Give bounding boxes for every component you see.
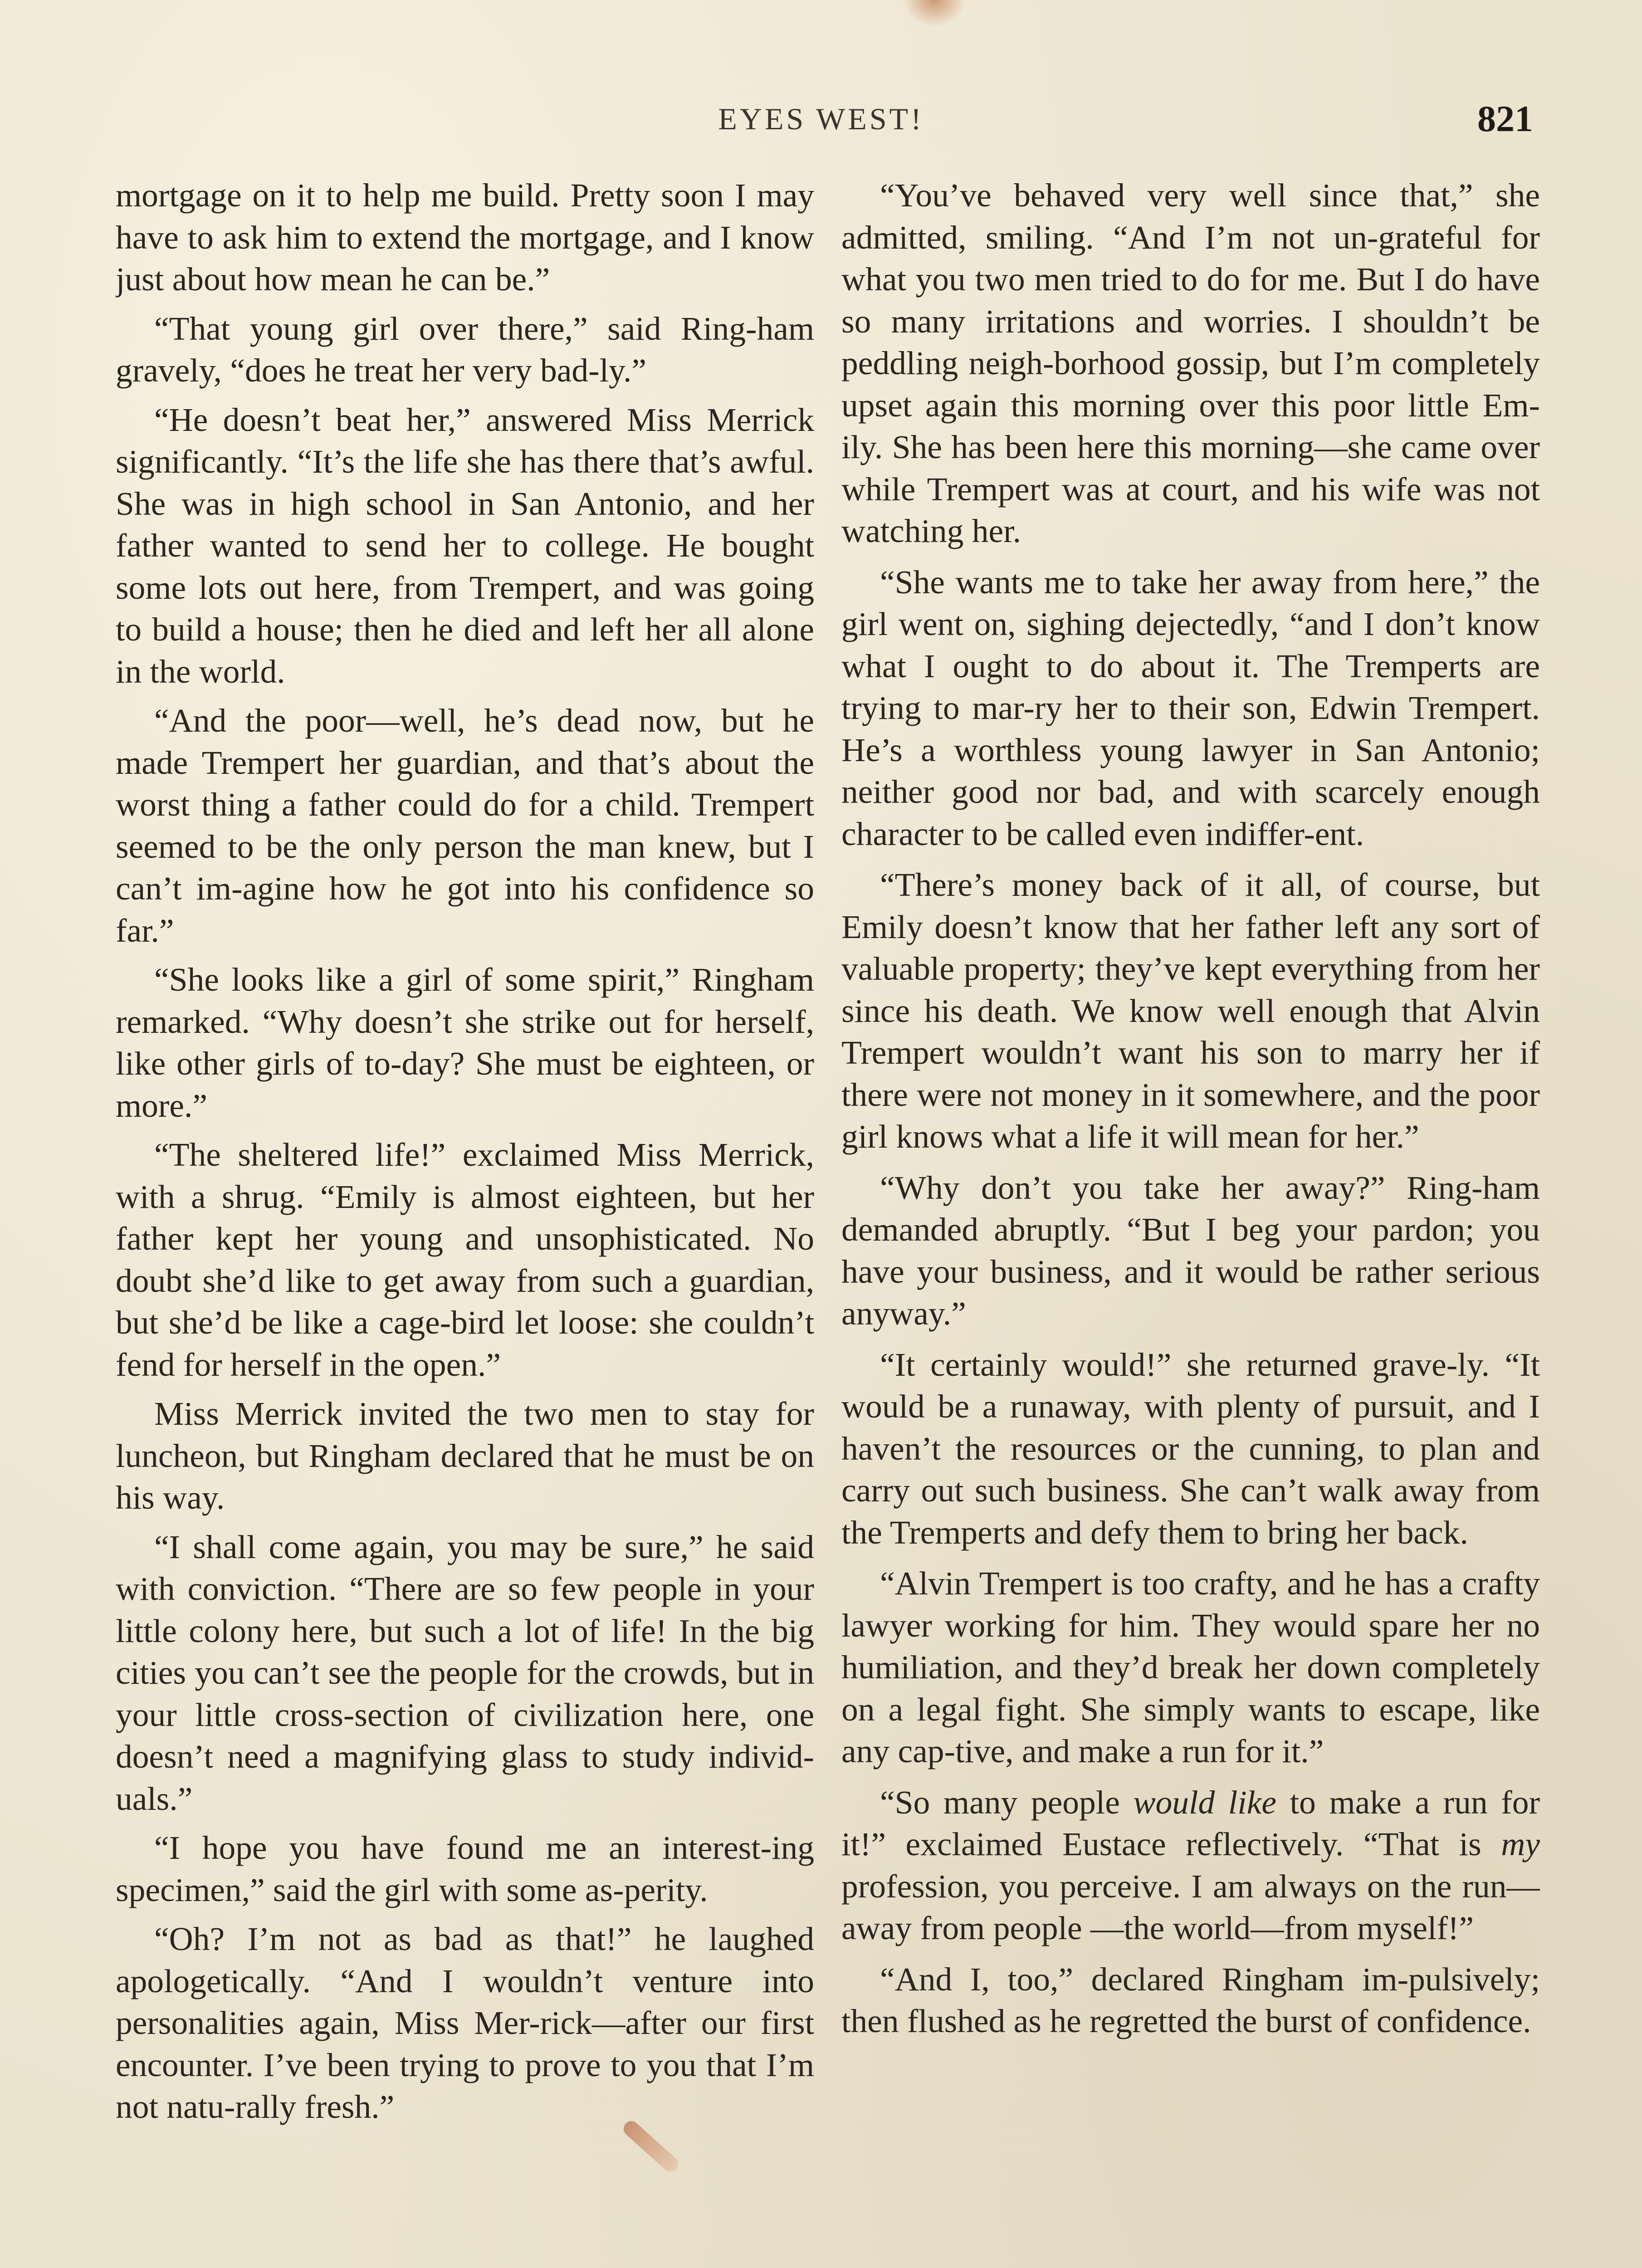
paragraph bbox=[841, 1782, 1540, 1950]
paper-stain-top bbox=[903, 0, 966, 27]
text-run: to make a run for it!” exclaimed Eustace reflectively. “That is bbox=[841, 1784, 1540, 1862]
paragraph: “That young girl over there,” said Ring-ham gravely, “does he treat her very bad-ly.” bbox=[116, 310, 814, 389]
paragraph: “You’ve behaved very well since that,” she admitted, smiling. “And I’m not un-grateful for what you two men tried to do for me. But I do have so many irritations and worries. I shouldn’t be peddling neigh-borhood gossip, but I’m completely upset again this morning over this poor little Em-ily. She has been here this morning—she came over while Trempert was at court, and his wife was not watching her. bbox=[841, 177, 1540, 549]
italic-emphasis: my bbox=[1501, 1826, 1540, 1862]
paragraph: “Oh? I’m not as bad as that!” he laughed apologetically. “And I wouldn’t venture into personalities again, Miss Mer-rick—after our first encounter. I’ve been trying to prove to you that I’m not natu-rally fresh.” bbox=[116, 1921, 814, 2125]
paragraph: “There’s money back of it all, of course, but Emily doesn’t know that her father left any sort of valuable property; they’ve kept everything from her since his death. We know well enough that Alvin Trempert wouldn’t want his son to marry her if there were not money in it somewhere, and the poor girl knows what a life it will mean for her.” bbox=[841, 866, 1540, 1155]
italic-emphasis: would like bbox=[1133, 1784, 1276, 1821]
left-text-column bbox=[116, 175, 814, 2268]
paragraph: “She looks like a girl of some spirit,” Ringham remarked. “Why doesn’t she strike out for herself, like other girls of to-day? She must be eighteen, or more.” bbox=[116, 961, 814, 1124]
paragraph: “I shall come again, you may be sure,” he said with conviction. “There are so few people in your little colony here, but such a lot of life! In the big cities you can’t see the people for the crowds, but in your little cross-section of civilization here, one doesn’t need a magnifying glass to study individ-uals.” bbox=[116, 1528, 814, 1817]
right-text-column bbox=[841, 175, 1540, 2268]
text-run: “So many people bbox=[880, 1784, 1134, 1821]
text-run: profession, you perceive. I am always on the run—away from people —the world—from myself!” bbox=[841, 1867, 1540, 1946]
paragraph: “Why don’t you take her away?” Ring-ham demanded abruptly. “But I beg your pardon; you have your business, and it would be rather serious anyway.” bbox=[841, 1169, 1540, 1332]
paragraph: “I hope you have found me an interest-ing specimen,” said the girl with some as-perity. bbox=[116, 1829, 814, 1908]
paragraph: “He doesn’t beat her,” answered Miss Merrick significantly. “It’s the life she has there that’s awful. She was in high school in San Antonio, and her father wanted to send her to college. He bought some lots out here, from Trempert, and was going to build a house; then he died and left her all alone in the world. bbox=[116, 401, 814, 690]
page-header bbox=[109, 98, 1533, 147]
paragraph: “And I, too,” declared Ringham im-pulsively; then flushed as he regretted the burst of confidence. bbox=[841, 1960, 1540, 2039]
paragraph: “It certainly would!” she returned grave-ly. “It would be a runaway, with plenty of pursuit, and I haven’t the resources or the cunning, to plan and carry out such business. She can’t walk away from the Tremperts and defy them to bring her back. bbox=[841, 1346, 1540, 1551]
paragraph: “And the poor—well, he’s dead now, but he made Trempert her guardian, and that’s about the worst thing a father could do for a child. Trempert seemed to be the only person the man knew, but I can’t im-agine how he got into his confidence so far.” bbox=[116, 702, 814, 949]
paragraph: Miss Merrick invited the two men to stay for luncheon, but Ringham declared that he must be on his way. bbox=[116, 1395, 814, 1516]
paragraph: mortgage on it to help me build. Pretty soon I may have to ask him to extend the mortgage, and I know just about how mean he can be.” bbox=[116, 177, 814, 298]
page-number: 821 bbox=[1477, 98, 1533, 139]
paragraph: “The sheltered life!” exclaimed Miss Merrick, with a shrug. “Emily is almost eighteen, but her father kept her young and unsophisticated. No doubt she’d like to get away from such a guardian, but she’d be like a cage-bird let loose: she couldn’t fend for herself in the open.” bbox=[116, 1136, 814, 1383]
paragraph: “Alvin Trempert is too crafty, and he has a crafty lawyer working for him. They would spare her no humiliation, and they’d break her down completely on a legal fight. She simply wants to escape, like any cap-tive, and make a run for it.” bbox=[841, 1565, 1540, 1769]
running-title: EYES WEST! bbox=[718, 102, 924, 136]
paragraph: “She wants me to take her away from here,” the girl went on, sighing dejectedly, “and I don’t know what I ought to do about it. The Tremperts are trying to mar-ry her to their son, Edwin Trempert. He’s a worthless young lawyer in San Antonio; neither good nor bad, and with scarcely enough character to be called even indiffer-ent. bbox=[841, 563, 1540, 852]
